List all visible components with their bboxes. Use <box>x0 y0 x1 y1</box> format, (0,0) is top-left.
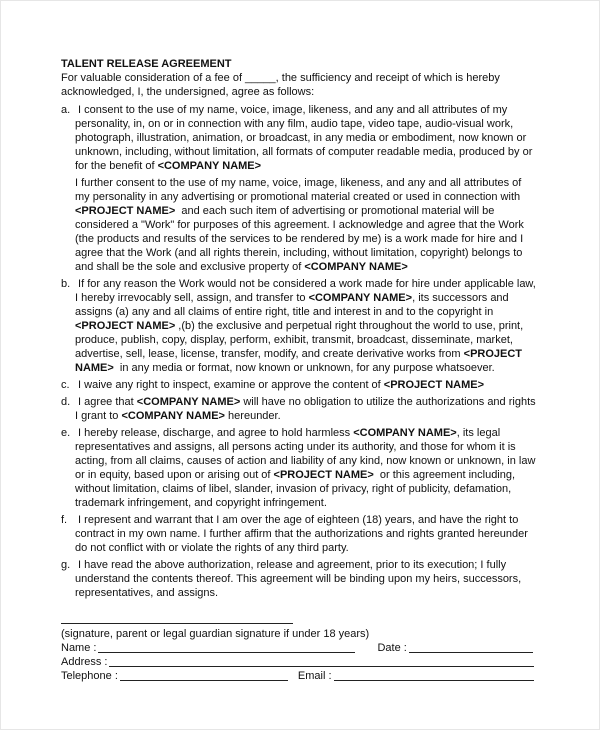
text-line <box>75 482 541 496</box>
text-line <box>75 347 541 361</box>
placeholder-field: <COMPANY NAME> <box>353 427 457 439</box>
text-segment: acting, from all claims, causes of action and liability of any kind, now known or unknown, in law <box>75 455 536 467</box>
date-field[interactable] <box>409 641 533 653</box>
clause-paragraph <box>75 395 541 423</box>
text-line <box>75 319 541 333</box>
clause-marker: d. <box>61 396 71 408</box>
clause-paragraph <box>75 513 541 555</box>
clause-paragraph <box>75 176 541 274</box>
clause-paragraph <box>75 103 541 173</box>
text-line <box>75 496 541 510</box>
signature-block <box>61 613 541 683</box>
clause-marker: e. <box>61 427 71 439</box>
text-line <box>75 440 541 454</box>
text-line <box>75 117 541 131</box>
signature-caption: (signature, parent or legal guardian signature if under 18 years) <box>61 628 370 640</box>
placeholder-field: <PROJECT NAME> <box>383 379 485 391</box>
clause-d <box>61 395 541 423</box>
text-segment: ,(b) the exclusive and perpetual right throughout the world to use, print, <box>175 320 524 332</box>
text-segment: produce, publish, copy, display, perform, exhibit, transmit, broadcast, disseminate, market, <box>75 334 513 346</box>
text-line <box>75 159 541 173</box>
clause-g <box>61 558 541 600</box>
text-segment: agree that the Work (and all rights therein, including, without limitation, copyright) belongs to <box>75 247 523 259</box>
clause-b <box>61 277 541 375</box>
text-segment: for the benefit of <box>75 160 158 172</box>
text-line <box>75 131 541 145</box>
text-line <box>75 378 541 392</box>
clause-c <box>61 378 541 392</box>
agreement-document <box>61 57 541 683</box>
clause-paragraph <box>75 426 541 510</box>
clause-marker: b. <box>61 278 71 290</box>
text-segment: I waive any right to inspect, examine or approve the content of <box>75 379 384 391</box>
placeholder-field: <COMPANY NAME> <box>136 396 241 408</box>
text-line <box>61 71 541 85</box>
text-segment: or this agreement including, <box>373 469 516 481</box>
text-segment: without limitation, claims of libel, slander, invasion of privacy, right of publicity, defamation, <box>75 483 512 495</box>
text-segment: I hereby release, discharge, and agree to hold harmless <box>75 427 354 439</box>
text-segment: acknowledged, I, the undersigned, agree as follows: <box>61 86 315 98</box>
text-line <box>75 176 541 190</box>
clause-a <box>61 103 541 274</box>
text-segment: in any media or format, now known or unknown, for any purpose whatsoever. <box>113 362 495 374</box>
text-segment: understand the contents thereof. This agreement will be binding upon my heirs, successors, <box>75 573 522 585</box>
text-segment: I grant to <box>75 410 122 422</box>
text-line <box>75 454 541 468</box>
clause-list <box>61 103 541 600</box>
text-segment: photograph, illustration, animation, or broadcast, in any media or embodiment, now known or <box>75 132 527 144</box>
text-segment: and each such item of advertising or promotional material will be <box>175 205 495 217</box>
name-field[interactable] <box>98 641 355 653</box>
text-segment: assigns (a) any and all claims of entire right, title and interest in and to the copyright in <box>75 306 494 318</box>
text-segment: I consent to the use of my name, voice, image, likeness, and any and all attributes of my <box>75 104 508 116</box>
text-line <box>75 361 541 375</box>
text-line <box>61 85 541 99</box>
placeholder-field: NAME> <box>75 362 114 374</box>
placeholder-field: <PROJECT NAME> <box>273 469 374 481</box>
text-line <box>75 260 541 274</box>
text-segment: , its legal <box>456 427 501 439</box>
text-line <box>75 426 541 440</box>
email-label: Email : <box>297 670 332 682</box>
date-label: Date : <box>377 642 407 654</box>
text-segment: representatives, and assigns. <box>75 587 219 599</box>
name-label: Name : <box>61 642 97 654</box>
signature-line[interactable] <box>61 613 293 624</box>
telephone-label: Telephone : <box>61 670 118 682</box>
text-line <box>75 541 541 555</box>
clause-f <box>61 513 541 555</box>
telephone-field[interactable] <box>120 669 288 681</box>
text-segment: my personality in any advertising or promotional material created or used in connection with <box>75 191 521 203</box>
clause-marker: a. <box>61 104 71 116</box>
text-segment: For valuable consideration of a fee of _____, the sufficiency and receipt of which is hereby <box>61 72 500 84</box>
text-segment: will have no obligation to utilize the authorizations and rights <box>240 396 536 408</box>
text-line <box>75 145 541 159</box>
text-line <box>75 305 541 319</box>
text-line <box>75 218 541 232</box>
text-segment: I hereby irrevocably sell, assign, and transfer to <box>75 292 309 304</box>
placeholder-field: <PROJECT <box>463 348 523 360</box>
clause-paragraph <box>75 378 541 392</box>
placeholder-field: <COMPANY NAME> <box>308 292 413 304</box>
placeholder-field: <PROJECT NAME> <box>75 320 176 332</box>
clause-marker: g. <box>61 559 71 571</box>
text-segment: I have read the above authorization, release and agreement, prior to its execution; I fully <box>75 559 507 571</box>
text-segment: unknown, including, without limitation, all formats of computer readable media, produced by or <box>75 146 533 158</box>
text-segment: representatives and assigns, all persons acting under its authority, and those for whom it is <box>75 441 516 453</box>
text-segment: considered a "Work" for purposes of this agreement. I acknowledge and agree that the Work <box>75 219 524 231</box>
text-segment: trademark infringement, and copyright infringement. <box>75 497 327 509</box>
clause-e <box>61 426 541 510</box>
text-line <box>75 103 541 117</box>
text-segment: hereunder. <box>225 410 281 422</box>
text-segment: I agree that <box>75 396 137 408</box>
text-line <box>75 468 541 482</box>
text-line <box>75 204 541 218</box>
text-segment: advertise, sell, lease, license, transfer, modify, and create derivative works from <box>75 348 464 360</box>
text-line <box>75 395 541 409</box>
address-field[interactable] <box>109 655 534 667</box>
text-line <box>75 513 541 527</box>
text-segment: do not conflict with or violate the rights of any third party. <box>75 542 349 554</box>
placeholder-field: <PROJECT NAME> <box>75 205 176 217</box>
placeholder-field: <COMPANY NAME> <box>121 410 225 422</box>
text-segment: and shall be the sole and exclusive property of <box>75 261 305 273</box>
text-line <box>75 409 541 423</box>
placeholder-field: <COMPANY NAME> <box>157 160 262 172</box>
placeholder-field: <COMPANY NAME> <box>304 261 408 273</box>
email-field[interactable] <box>334 669 534 681</box>
text-segment: contract in my own name. I further affirm that the authorizations and rights granted hereunder <box>75 528 528 540</box>
text-segment: I represent and warrant that I am over the age of eighteen (18) years, and have the right to <box>75 514 519 526</box>
text-line <box>75 333 541 347</box>
clause-marker: f. <box>61 514 68 526</box>
text-line <box>75 586 541 600</box>
clause-paragraph <box>75 558 541 600</box>
text-line <box>75 558 541 572</box>
clause-paragraph <box>75 277 541 375</box>
text-segment: I further consent to the use of my name, voice, image, likeness, and any and all attributes of <box>75 177 522 189</box>
document-title: TALENT RELEASE AGREEMENT <box>61 58 232 70</box>
text-line <box>75 527 541 541</box>
text-line <box>75 572 541 586</box>
text-line <box>75 246 541 260</box>
text-segment: If for any reason the Work would not be considered a work made for hire under applicable law, <box>75 278 536 290</box>
text-line <box>75 190 541 204</box>
clause-marker: c. <box>61 379 70 391</box>
address-label: Address : <box>61 656 108 668</box>
text-segment: , its successors and <box>412 292 509 304</box>
intro-paragraph <box>61 71 541 99</box>
text-line <box>75 291 541 305</box>
text-line <box>75 277 541 291</box>
text-segment: or in equity, based upon or arising out of <box>75 469 274 481</box>
text-segment: personality, in, on or in connection with any film, audio tape, video tape, audio-visual work, <box>75 118 514 130</box>
text-line <box>75 232 541 246</box>
text-segment: (the products and results of the services to be rendered by me) is a work made for hire and I <box>75 233 524 245</box>
